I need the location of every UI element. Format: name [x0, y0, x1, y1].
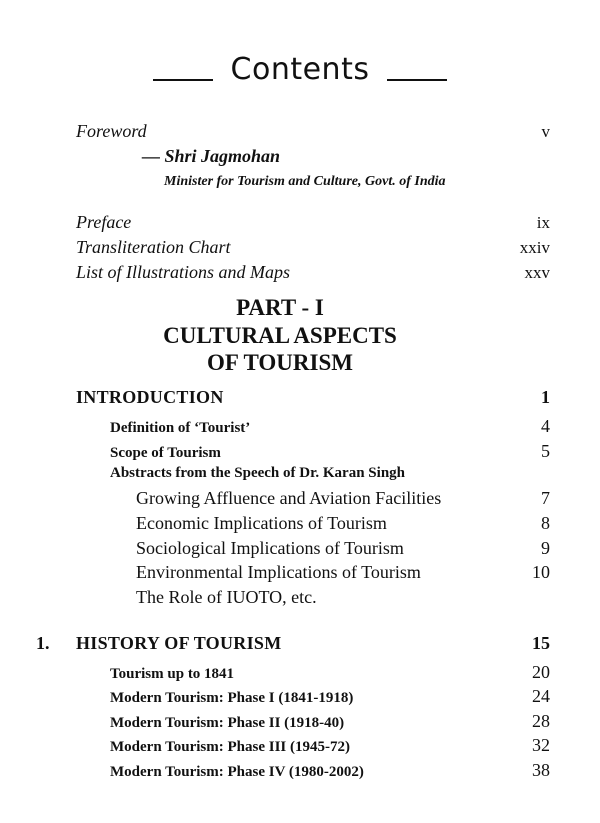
toc-subentry[interactable] — [110, 416, 550, 437]
entry-label: Modern Tourism: Phase III (1945-72) — [110, 739, 351, 755]
toc-abstract-entry[interactable] — [136, 538, 550, 559]
toc-subentry[interactable] — [110, 465, 550, 482]
entry-page: xxv — [524, 263, 550, 282]
toc-subentry[interactable] — [110, 735, 550, 756]
entry-page: 28 — [532, 711, 550, 731]
entry-page: 9 — [541, 538, 550, 558]
entry-page: xxiv — [519, 238, 550, 257]
entry-page: 5 — [541, 441, 550, 461]
toc-entry-illustrations[interactable] — [76, 262, 550, 283]
entry-label: Definition of ‘Tourist’ — [110, 420, 251, 436]
toc-abstract-entry[interactable] — [136, 587, 550, 608]
toc-entry-introduction[interactable] — [76, 387, 550, 408]
heading-text: Contents — [230, 52, 370, 87]
entry-label: INTRODUCTION — [76, 387, 224, 407]
toc-subentry[interactable] — [110, 441, 550, 462]
toc-entry-preface[interactable] — [76, 212, 550, 233]
toc-entry-transliteration[interactable] — [76, 237, 550, 258]
toc-entry-foreword[interactable] — [76, 121, 550, 142]
entry-label: Scope of Tourism — [110, 445, 221, 461]
toc-abstract-entry[interactable] — [136, 488, 550, 509]
entry-page: 7 — [541, 488, 550, 508]
entry-label: Foreword — [76, 121, 147, 141]
entry-label: HISTORY OF TOURISM — [76, 633, 282, 653]
entry-page: ix — [536, 213, 550, 232]
toc-subentry[interactable] — [110, 686, 550, 707]
entry-page: 20 — [532, 662, 550, 682]
entry-label: Tourism up to 1841 — [110, 666, 235, 682]
contents-heading — [0, 52, 600, 88]
chapter-number: 1. — [36, 633, 50, 653]
foreword-author: — Shri Jagmohan — [142, 146, 281, 166]
toc-subentry[interactable] — [110, 760, 550, 781]
entry-page: v — [541, 122, 550, 141]
toc-subentry[interactable] — [110, 711, 550, 732]
part-title-line1: CULTURAL ASPECTS — [163, 323, 397, 348]
entry-label: Environmental Implications of Tourism — [136, 562, 421, 582]
entry-label: Modern Tourism: Phase I (1841-1918) — [110, 690, 354, 706]
entry-label: Abstracts from the Speech of Dr. Karan Singh — [110, 465, 405, 481]
foreword-author-role: Minister for Tourism and Culture, Govt. of India — [164, 174, 446, 189]
heading-rule-left — [153, 79, 213, 81]
part-number: PART - I — [236, 295, 324, 320]
entry-label: Growing Affluence and Aviation Facilities — [136, 488, 442, 508]
toc-abstract-entry[interactable] — [136, 513, 550, 534]
entry-page: 4 — [541, 416, 550, 436]
entry-label: Modern Tourism: Phase II (1918-40) — [110, 715, 345, 731]
entry-page: 8 — [541, 513, 550, 533]
entry-label: The Role of IUOTO, etc. — [136, 587, 317, 607]
entry-label: Preface — [76, 212, 132, 232]
toc-entry-chapter-1[interactable] — [76, 633, 550, 654]
toc-subentry[interactable] — [110, 662, 550, 683]
entry-page: 10 — [532, 562, 550, 582]
entry-page: 15 — [532, 633, 550, 653]
entry-page: 38 — [532, 760, 550, 780]
entry-page: 1 — [541, 387, 550, 407]
entry-label: Sociological Implications of Tourism — [136, 538, 404, 558]
entry-label: Economic Implications of Tourism — [136, 513, 387, 533]
heading-rule-right — [387, 79, 447, 81]
entry-label: List of Illustrations and Maps — [76, 262, 291, 282]
toc-abstract-entry[interactable] — [136, 562, 550, 583]
entry-page: 32 — [532, 735, 550, 755]
part-title-line2: OF TOURISM — [207, 350, 353, 375]
entry-page: 24 — [532, 686, 550, 706]
entry-label: Modern Tourism: Phase IV (1980-2002) — [110, 764, 364, 780]
entry-label: Transliteration Chart — [76, 237, 231, 257]
